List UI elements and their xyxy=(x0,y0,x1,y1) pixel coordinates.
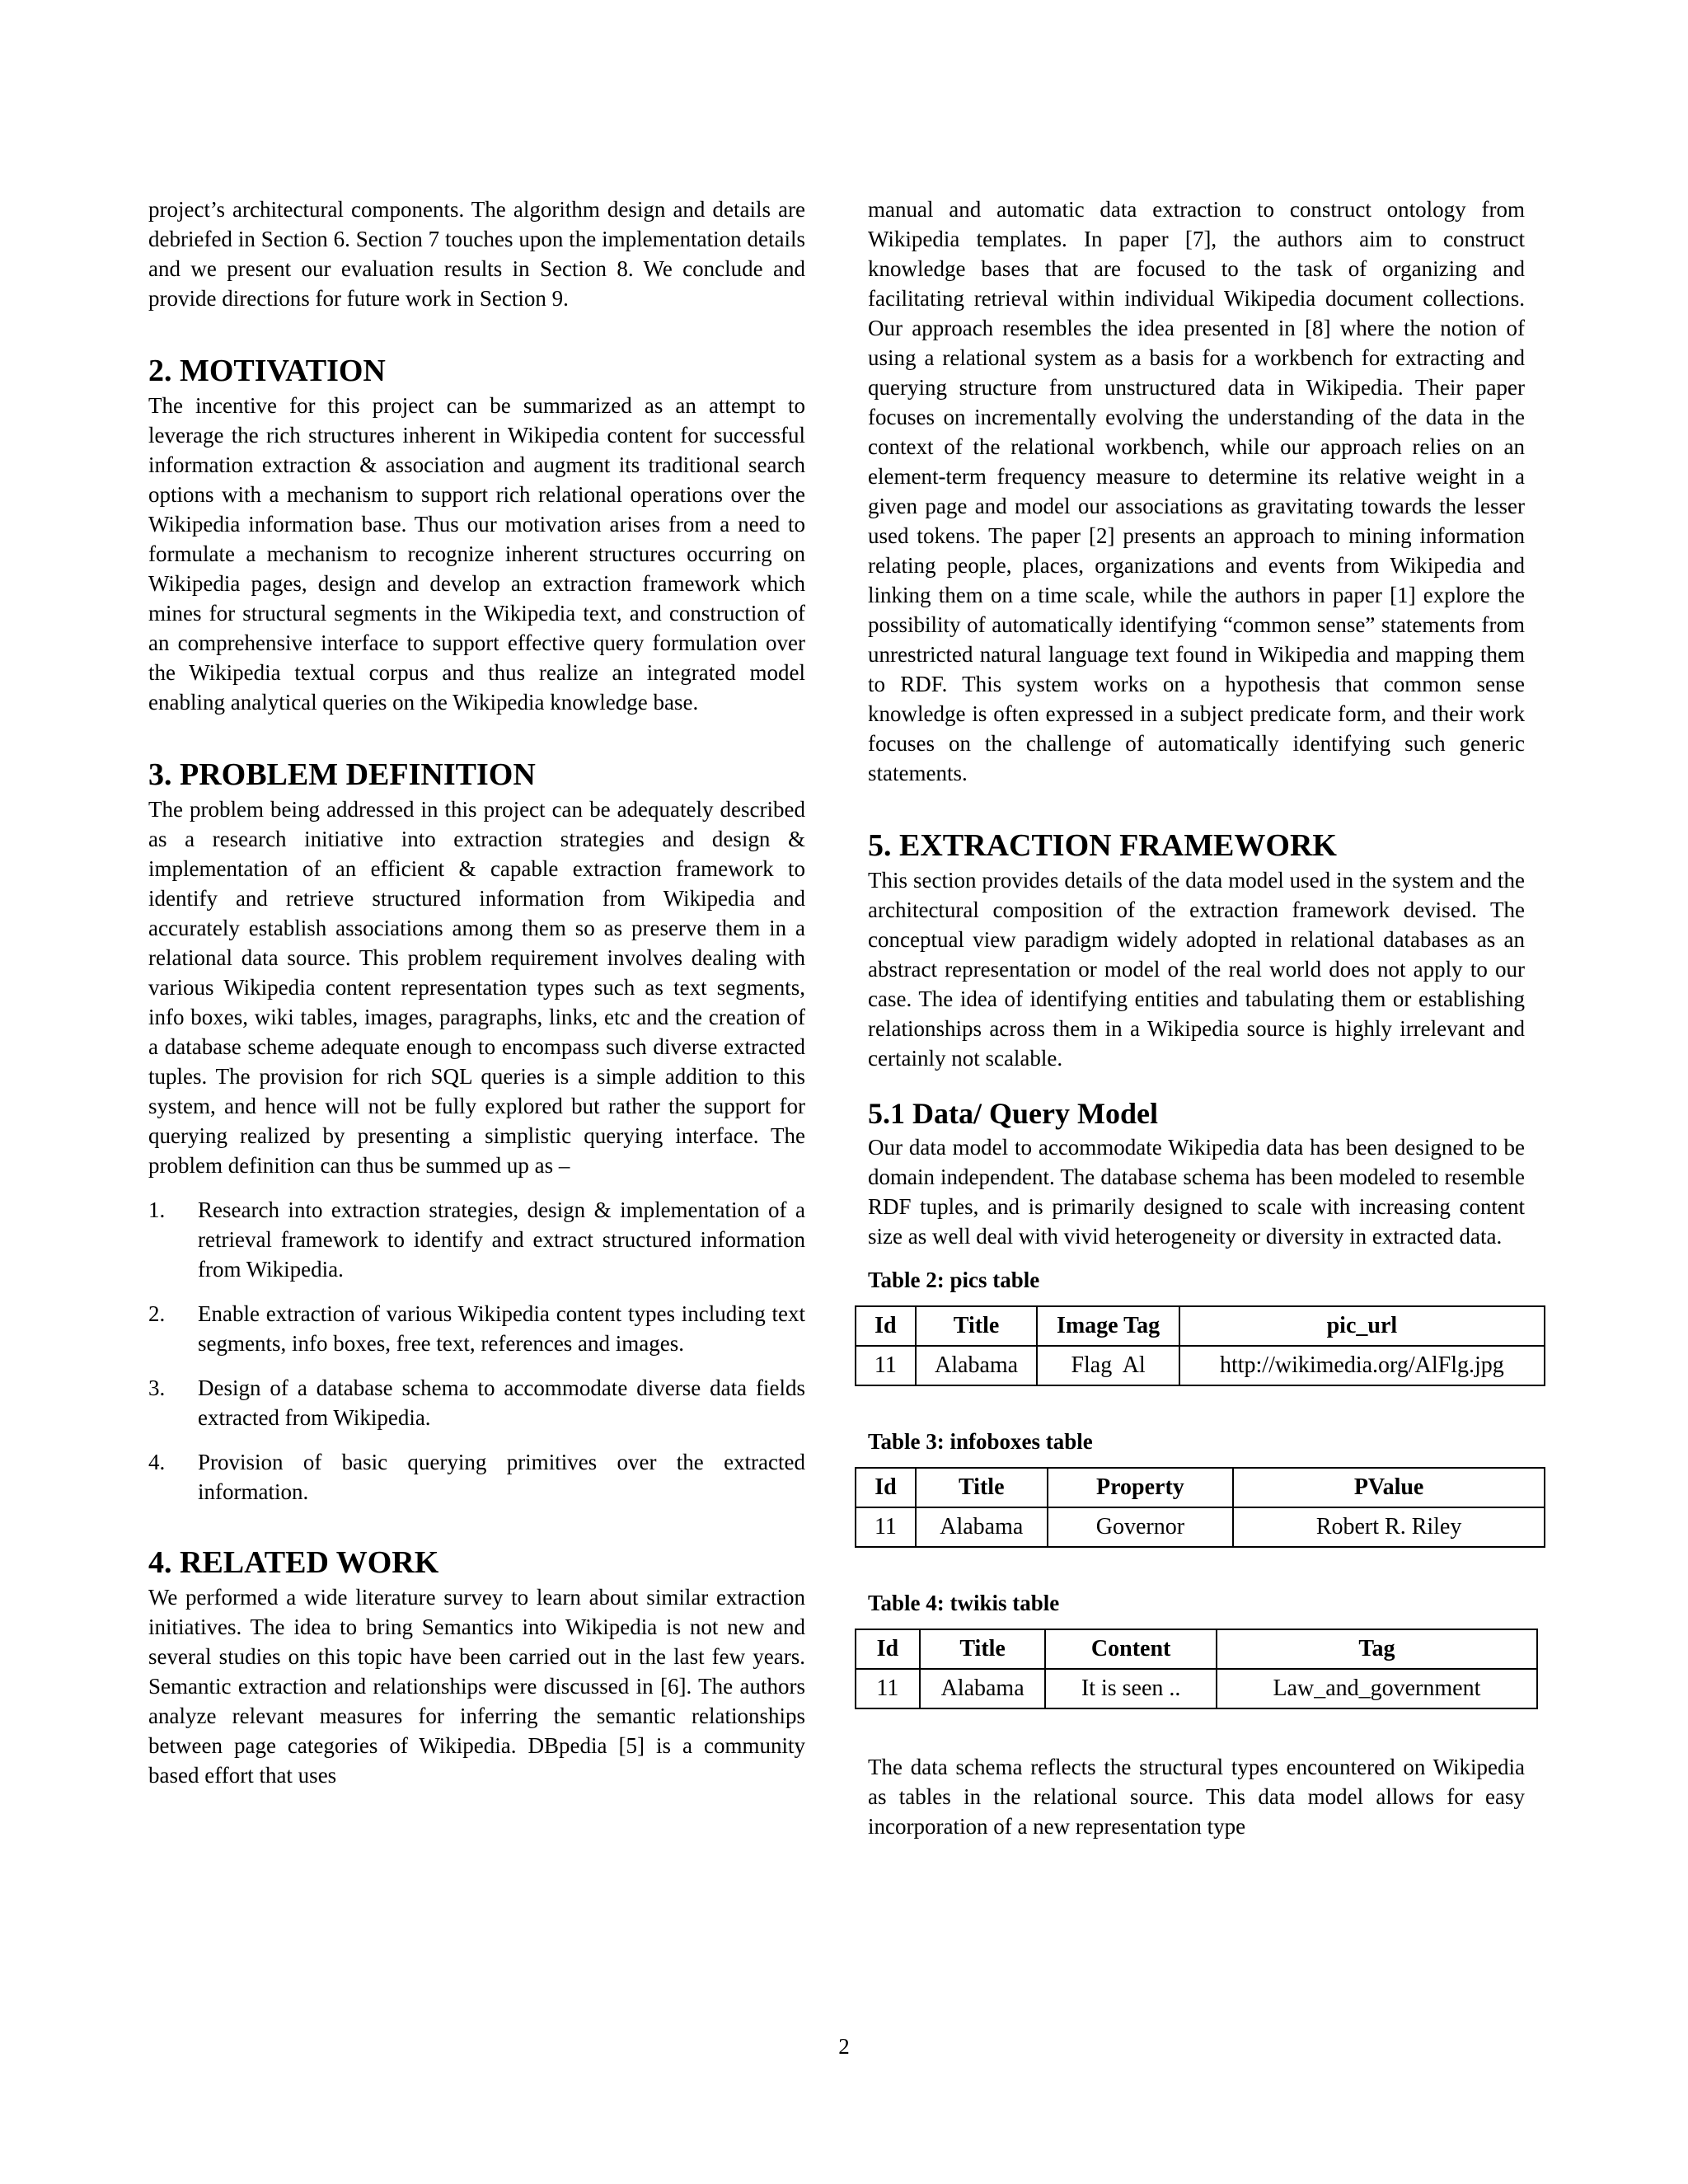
section-heading-related-work: 4. RELATED WORK xyxy=(148,1545,439,1580)
page-number: 2 xyxy=(838,2034,850,2059)
list-number: 3. xyxy=(148,1376,166,1400)
extraction-framework-paragraph: This section provides details of the data model used in the system and the architectural composition of the extraction framework devised. The conceptual view paradigm widely adopted in relational databases as an abstract representation or model of the real world does not apply to our case. The idea of identifying entities and tabulating them or establishing relationships across them in a Wikipedia source is highly irrelevant and certainly not scalable. xyxy=(868,868,1525,1071)
right-column xyxy=(868,194,1525,1841)
related-work-paragraph: We performed a wide literature survey to learn about similar extraction initiatives. The idea to bring Semantics into Wikipedia is not new and several studies on this topic have been carried out in the last few years. Semantic extraction and relationships were discussed in [6]. The authors analyze relevant measures for inferring the semantic relationships between page categories of Wikipedia. DBpedia [5] is a community based effort that uses xyxy=(148,1585,805,1788)
twikis-table xyxy=(855,1629,1538,1709)
list-item xyxy=(148,1373,805,1432)
table-cell: http://wikimedia.org/AlFlg.jpg xyxy=(1179,1346,1545,1385)
table-cell: It is seen .. xyxy=(1045,1669,1216,1708)
pics-table xyxy=(855,1305,1545,1386)
table-cell: Flag Al xyxy=(1037,1346,1179,1385)
table-cell: 11 xyxy=(856,1669,920,1708)
list-text: Design of a database schema to accommodate diverse data fields extracted from Wikipedia. xyxy=(198,1376,805,1430)
table-cell: Robert R. Riley xyxy=(1233,1507,1545,1547)
column-header: Image Tag xyxy=(1037,1306,1179,1346)
problem-definition-paragraph: The problem being addressed in this project can be adequately described as a research initiative into extraction strategies and design & implementation of an efficient & capable extraction framework to identify and retrieve structured information from Wikipedia and accurately establish associations among them so as preserve them in a relational data source. This problem requirement involves dealing with various Wikipedia content representation types such as text segments, info boxes, wiki tables, images, paragraphs, links, etc and the creation of a database scheme adequate enough to encompass such diverse extracted tuples. The provision for rich SQL queries is a simple addition to this system, and hence will not be fully explored but rather the support for querying realized by presenting a simplistic querying interface. The problem definition can thus be summed up as – xyxy=(148,797,805,1178)
table-row xyxy=(856,1669,1537,1708)
data-schema-paragraph: The data schema reflects the structural types encountered on Wikipedia as tables in the relational source. This data model allows for easy incorporation of a new representation type xyxy=(868,1755,1525,1839)
table-header-row xyxy=(856,1629,1537,1669)
column-header: Id xyxy=(856,1629,920,1669)
table-cell: Alabama xyxy=(916,1507,1048,1547)
table-cell: Alabama xyxy=(920,1669,1046,1708)
list-number: 2. xyxy=(148,1301,166,1326)
list-number: 1. xyxy=(148,1197,166,1222)
subsection-heading-data-query-model: 5.1 Data/ Query Model xyxy=(868,1097,1158,1130)
column-header: Tag xyxy=(1217,1629,1537,1669)
table-row xyxy=(856,1346,1545,1385)
list-text: Research into extraction strategies, design & implementation of a retrieval framework to identify and extract structured information from Wikipedia. xyxy=(198,1197,805,1282)
column-header: PValue xyxy=(1233,1468,1545,1507)
table-caption: Table 3: infoboxes table xyxy=(868,1429,1093,1454)
column-header: Id xyxy=(856,1306,916,1346)
section-heading-extraction-framework: 5. EXTRACTION FRAMEWORK xyxy=(868,828,1337,863)
table-header-row xyxy=(856,1468,1545,1507)
infoboxes-table xyxy=(855,1467,1545,1548)
list-text: Enable extraction of various Wikipedia content types including text segments, info boxes, free text, references and images. xyxy=(198,1301,805,1356)
intro-paragraph: project’s architectural components. The algorithm design and details are debriefed in Section 6. Section 7 touches upon the implementation details and we present our evaluation results in Section 8. We conclude and provide directions for future work in Section 9. xyxy=(148,197,805,311)
list-text: Provision of basic querying primitives over the extracted information. xyxy=(198,1450,805,1504)
related-work-continued-paragraph: manual and automatic data extraction to construct ontology from Wikipedia templates. In paper [7], the authors aim to construct knowledge bases that are focused to the task of organizing and facilitating retrieval within individual Wikipedia document collections. Our approach resembles the idea presented in [8] where the notion of using a relational system as a basis for a workbench for extracting and querying structure from unstructured data in Wikipedia. Their paper focuses on incrementally evolving the understanding of the data in the context of the relational workbench, while our approach relies on an element-term frequency measure to determine its relative weight in a given page and model our associations as gravitating towards the lesser used tokens. The paper [2] presents an approach to mining information relating people, places, organizations and events from Wikipedia and linking them on a time scale, while the authors in paper [1] explore the possibility of automatically identifying “common sense” statements from unrestricted natural language text found in Wikipedia and mapping them to RDF. This system works on a hypothesis that common sense knowledge is often expressed in a subject predicate form, and their work focuses on the challenge of automatically identifying such generic statements. xyxy=(868,197,1525,785)
list-item xyxy=(148,1299,805,1358)
column-header: Content xyxy=(1045,1629,1216,1669)
problem-list xyxy=(148,1195,805,1507)
table-cell: 11 xyxy=(856,1346,916,1385)
column-header: Title xyxy=(916,1468,1048,1507)
table-row xyxy=(856,1507,1545,1547)
list-item xyxy=(148,1447,805,1507)
table-caption: Table 2: pics table xyxy=(868,1268,1040,1292)
table-cell: 11 xyxy=(856,1507,916,1547)
column-header: Title xyxy=(920,1629,1046,1669)
section-heading-motivation: 2. MOTIVATION xyxy=(148,354,386,388)
motivation-paragraph: The incentive for this project can be summarized as an attempt to leverage the rich structures inherent in Wikipedia content for successful information extraction & association and augment its traditional search options with a mechanism to support rich relational operations over the Wikipedia information base. Thus our motivation arises from a need to formulate a mechanism to recognize inherent structures occurring on Wikipedia pages, design and develop an extraction framework which mines for structural segments in the Wikipedia text, and construction of an comprehensive interface to support effective query formulation over the Wikipedia textual corpus and thus realize an integrated model enabling analytical queries on the Wikipedia knowledge base. xyxy=(148,393,805,715)
list-item xyxy=(148,1195,805,1284)
table-cell: Governor xyxy=(1048,1507,1234,1547)
list-number: 4. xyxy=(148,1450,166,1474)
section-heading-problem-definition: 3. PROBLEM DEFINITION xyxy=(148,757,536,792)
column-header: Id xyxy=(856,1468,916,1507)
left-column xyxy=(148,194,805,1790)
table-cell: Law_and_government xyxy=(1217,1669,1537,1708)
column-header: Title xyxy=(916,1306,1038,1346)
table-cell: Alabama xyxy=(916,1346,1038,1385)
table-caption: Table 4: twikis table xyxy=(868,1591,1060,1615)
column-header: Property xyxy=(1048,1468,1234,1507)
data-query-model-paragraph: Our data model to accommodate Wikipedia data has been designed to be domain independent. The database schema has been modeled to resemble RDF tuples, and is primarily designed to scale with increasing content size as well deal with vivid heterogeneity or diversity in extracted data. xyxy=(868,1135,1525,1249)
column-header: pic_url xyxy=(1179,1306,1545,1346)
table-header-row xyxy=(856,1306,1545,1346)
